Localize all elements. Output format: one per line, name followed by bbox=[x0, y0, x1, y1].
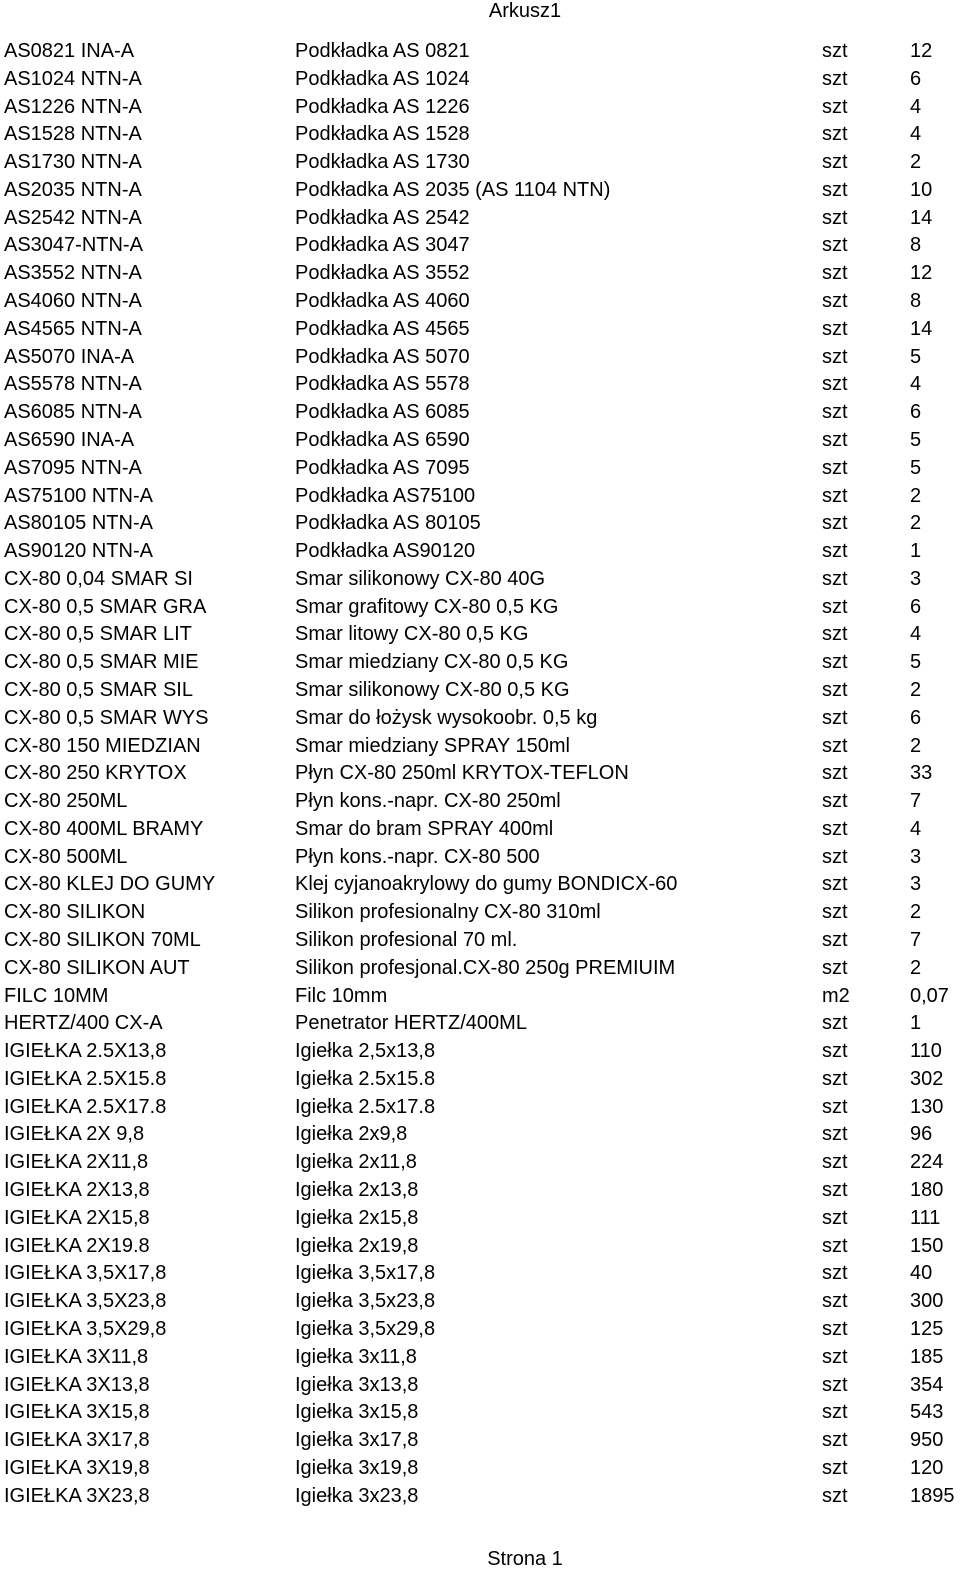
unit-cell: szt bbox=[822, 623, 848, 646]
product-code-cell: AS2035 NTN-A bbox=[4, 178, 142, 201]
sheet-title: Arkusz1 bbox=[488, 0, 562, 22]
quantity-cell: 120 bbox=[910, 1456, 944, 1479]
unit-cell: szt bbox=[822, 817, 848, 840]
product-code-cell: AS6590 INA-A bbox=[4, 428, 135, 451]
table-row bbox=[4, 344, 960, 372]
table-row bbox=[4, 871, 960, 899]
unit-cell: szt bbox=[822, 151, 848, 174]
product-code-cell: AS5070 INA-A bbox=[4, 345, 135, 368]
description-cell: Igiełka 2x15,8 bbox=[295, 1206, 419, 1229]
description-cell: Igiełka 2x9,8 bbox=[295, 1123, 408, 1146]
quantity-cell: 2 bbox=[910, 734, 922, 757]
product-code-cell: IGIEŁKA 2.5X17.8 bbox=[4, 1095, 167, 1118]
description-cell: Podkładka AS 5070 bbox=[295, 345, 470, 368]
description-cell: Igiełka 2.5x15.8 bbox=[295, 1067, 436, 1090]
product-code-cell: CX-80 250 KRYTOX bbox=[4, 762, 187, 785]
table-row bbox=[4, 705, 960, 733]
quantity-cell: 2 bbox=[910, 484, 922, 507]
unit-cell: szt bbox=[822, 373, 848, 396]
product-code-cell: CX-80 400ML BRAMY bbox=[4, 817, 204, 840]
quantity-cell: 5 bbox=[910, 428, 922, 451]
unit-cell: szt bbox=[822, 123, 848, 146]
unit-cell: szt bbox=[822, 1040, 848, 1063]
unit-cell: szt bbox=[822, 345, 848, 368]
unit-cell: szt bbox=[822, 1151, 848, 1174]
unit-cell: szt bbox=[822, 678, 848, 701]
table-row bbox=[4, 1205, 960, 1233]
unit-cell: szt bbox=[822, 1123, 848, 1146]
quantity-cell: 180 bbox=[910, 1179, 944, 1202]
product-code-cell: IGIEŁKA 3X19,8 bbox=[4, 1456, 150, 1479]
unit-cell: szt bbox=[822, 734, 848, 757]
description-cell: Podkładka AS 1024 bbox=[295, 67, 470, 90]
unit-cell: szt bbox=[822, 929, 848, 951]
product-code-cell: AS1024 NTN-A bbox=[4, 67, 142, 90]
table-row bbox=[4, 1316, 960, 1344]
quantity-cell: 0,07 bbox=[910, 984, 949, 1007]
description-cell: Podkładka AS 1226 bbox=[295, 95, 470, 118]
product-code-cell: CX-80 0,5 SMAR LIT bbox=[4, 623, 192, 646]
quantity-cell: 185 bbox=[910, 1345, 944, 1368]
unit-cell: szt bbox=[822, 67, 848, 90]
quantity-cell: 14 bbox=[910, 206, 933, 229]
quantity-cell: 543 bbox=[910, 1401, 944, 1424]
table-row bbox=[4, 1288, 960, 1316]
unit-cell: szt bbox=[822, 95, 848, 118]
table-row bbox=[4, 1260, 960, 1288]
unit-cell: szt bbox=[822, 540, 848, 563]
description-cell: Podkładka AS 6590 bbox=[295, 428, 470, 451]
quantity-cell: 2 bbox=[910, 901, 922, 924]
unit-cell: szt bbox=[822, 845, 848, 868]
quantity-cell: 300 bbox=[910, 1290, 944, 1313]
product-code-cell: AS4565 NTN-A bbox=[4, 317, 142, 340]
table-row bbox=[4, 427, 960, 455]
product-code-cell: HERTZ/400 CX-A bbox=[4, 1012, 163, 1035]
quantity-cell: 8 bbox=[910, 234, 922, 257]
quantity-cell: 2 bbox=[910, 956, 922, 979]
table-row bbox=[4, 455, 960, 483]
unit-cell: szt bbox=[822, 1429, 848, 1452]
product-code-cell: IGIEŁKA 2X19.8 bbox=[4, 1234, 150, 1257]
quantity-cell: 6 bbox=[910, 706, 922, 729]
product-code-cell: CX-80 500ML bbox=[4, 845, 128, 868]
quantity-cell: 111 bbox=[910, 1206, 941, 1229]
description-cell: Igiełka 3x15,8 bbox=[295, 1401, 419, 1424]
description-cell: Igiełka 3x11,8 bbox=[295, 1345, 417, 1368]
quantity-cell: 8 bbox=[910, 290, 922, 313]
description-cell: Igiełka 3x19,8 bbox=[295, 1456, 419, 1479]
table-row bbox=[4, 983, 960, 1011]
unit-cell: szt bbox=[822, 706, 848, 729]
product-code-cell: CX-80 KLEJ DO GUMY bbox=[4, 873, 216, 896]
product-code-cell: IGIEŁKA 3X23,8 bbox=[4, 1484, 150, 1507]
description-cell: Podkładka AS 4565 bbox=[295, 317, 470, 340]
product-code-cell: IGIEŁKA 2X15,8 bbox=[4, 1206, 150, 1229]
description-cell: Smar silikonowy CX-80 0,5 KG bbox=[295, 678, 570, 701]
unit-cell: szt bbox=[822, 567, 848, 590]
description-cell: Podkładka AS 0821 bbox=[295, 40, 470, 62]
quantity-cell: 125 bbox=[910, 1317, 944, 1340]
table-row bbox=[4, 483, 960, 511]
quantity-cell: 950 bbox=[910, 1429, 944, 1452]
table-row bbox=[4, 1038, 960, 1066]
quantity-cell: 3 bbox=[910, 873, 922, 896]
table-row bbox=[4, 1066, 960, 1094]
quantity-cell: 354 bbox=[910, 1373, 944, 1396]
quantity-cell: 5 bbox=[910, 345, 922, 368]
description-cell: Klej cyjanoakrylowy do gumy BONDICX-60 bbox=[295, 873, 678, 896]
description-cell: Podkładka AS90120 bbox=[295, 540, 476, 563]
quantity-cell: 7 bbox=[910, 790, 922, 813]
description-cell: Podkładka AS75100 bbox=[295, 484, 476, 507]
unit-cell: szt bbox=[822, 1401, 848, 1424]
table-row bbox=[4, 1010, 960, 1038]
description-cell: Igiełka 2x11,8 bbox=[295, 1151, 417, 1174]
product-code-cell: CX-80 0,5 SMAR WYS bbox=[4, 706, 209, 729]
quantity-cell: 2 bbox=[910, 678, 922, 701]
unit-cell: szt bbox=[822, 1095, 848, 1118]
product-code-cell: IGIEŁKA 2X13,8 bbox=[4, 1179, 150, 1202]
quantity-cell: 12 bbox=[910, 262, 933, 285]
unit-cell: szt bbox=[822, 651, 848, 674]
description-cell: Podkładka AS 6085 bbox=[295, 401, 470, 424]
description-cell: Smar miedziany SPRAY 150ml bbox=[295, 734, 570, 757]
table-row bbox=[4, 566, 960, 594]
description-cell: Płyn kons.-napr. CX-80 250ml bbox=[295, 790, 561, 813]
quantity-cell: 5 bbox=[910, 651, 922, 674]
description-cell: Igiełka 3,5x29,8 bbox=[295, 1317, 436, 1340]
table-row bbox=[4, 788, 960, 816]
description-cell: Filc 10mm bbox=[295, 984, 388, 1007]
table-row bbox=[4, 677, 960, 705]
table-row bbox=[4, 955, 960, 983]
unit-cell: szt bbox=[822, 1262, 848, 1285]
quantity-cell: 6 bbox=[910, 401, 922, 424]
table-row bbox=[4, 1177, 960, 1205]
quantity-cell: 224 bbox=[910, 1151, 944, 1174]
description-cell: Podkładka AS 2035 (AS 1104 NTN) bbox=[295, 178, 611, 201]
description-cell: Penetrator HERTZ/400ML bbox=[295, 1012, 527, 1035]
product-code-cell: IGIEŁKA 3,5X29,8 bbox=[4, 1317, 167, 1340]
unit-cell: szt bbox=[822, 234, 848, 257]
description-cell: Smar grafitowy CX-80 0,5 KG bbox=[295, 595, 559, 618]
quantity-cell: 2 bbox=[910, 151, 922, 174]
quantity-cell: 2 bbox=[910, 512, 922, 535]
quantity-cell: 10 bbox=[910, 178, 933, 201]
quantity-cell: 14 bbox=[910, 317, 933, 340]
product-code-cell: AS5578 NTN-A bbox=[4, 373, 142, 396]
inventory-table bbox=[4, 38, 960, 1510]
table-row bbox=[4, 1427, 960, 1455]
table-row bbox=[4, 121, 960, 149]
product-code-cell: AS75100 NTN-A bbox=[4, 484, 153, 507]
table-row bbox=[4, 38, 960, 66]
table-row bbox=[4, 205, 960, 233]
quantity-cell: 4 bbox=[910, 95, 922, 118]
product-code-cell: IGIEŁKA 3,5X23,8 bbox=[4, 1290, 167, 1313]
description-cell: Igiełka 3,5x23,8 bbox=[295, 1290, 436, 1313]
description-cell: Igiełka 3x13,8 bbox=[295, 1373, 419, 1396]
unit-cell: szt bbox=[822, 1373, 848, 1396]
description-cell: Igiełka 3x17,8 bbox=[295, 1429, 419, 1452]
unit-cell: szt bbox=[822, 762, 848, 785]
quantity-cell: 110 bbox=[910, 1040, 942, 1063]
quantity-cell: 40 bbox=[910, 1262, 933, 1285]
description-cell: Podkładka AS 80105 bbox=[295, 512, 481, 535]
table-row bbox=[4, 649, 960, 677]
product-code-cell: CX-80 SILIKON bbox=[4, 901, 146, 924]
unit-cell: szt bbox=[822, 317, 848, 340]
description-cell: Podkładka AS 5578 bbox=[295, 373, 470, 396]
quantity-cell: 5 bbox=[910, 456, 922, 479]
description-cell: Igiełka 3,5x17,8 bbox=[295, 1262, 436, 1285]
description-cell: Smar miedziany CX-80 0,5 KG bbox=[295, 651, 569, 674]
table-row bbox=[4, 149, 960, 177]
description-cell: Podkładka AS 4060 bbox=[295, 290, 470, 313]
quantity-cell: 96 bbox=[910, 1123, 933, 1146]
product-code-cell: FILC 10MM bbox=[4, 984, 109, 1007]
table-row bbox=[4, 538, 960, 566]
product-code-cell: IGIEŁKA 3X15,8 bbox=[4, 1401, 150, 1424]
table-row bbox=[4, 260, 960, 288]
description-cell: Smar do bram SPRAY 400ml bbox=[295, 817, 554, 840]
table-row bbox=[4, 733, 960, 761]
description-cell: Igiełka 2x19,8 bbox=[295, 1234, 419, 1257]
table-row bbox=[4, 288, 960, 316]
unit-cell: szt bbox=[822, 290, 848, 313]
unit-cell: szt bbox=[822, 873, 848, 896]
table-row bbox=[4, 316, 960, 344]
unit-cell: szt bbox=[822, 1012, 848, 1035]
table-row bbox=[4, 844, 960, 872]
product-code-cell: CX-80 0,5 SMAR GRA bbox=[4, 595, 207, 618]
description-cell: Podkładka AS 7095 bbox=[295, 456, 470, 479]
table-row bbox=[4, 621, 960, 649]
product-code-cell: AS1528 NTN-A bbox=[4, 123, 142, 146]
quantity-cell: 130 bbox=[910, 1095, 944, 1118]
product-code-cell: AS1226 NTN-A bbox=[4, 95, 142, 118]
description-cell: Płyn CX-80 250ml KRYTOX-TEFLON bbox=[295, 762, 629, 785]
unit-cell: szt bbox=[822, 484, 848, 507]
table-row bbox=[4, 1094, 960, 1122]
unit-cell: szt bbox=[822, 1067, 848, 1090]
product-code-cell: AS2542 NTN-A bbox=[4, 206, 142, 229]
product-code-cell: IGIEŁKA 3X13,8 bbox=[4, 1373, 150, 1396]
table-row bbox=[4, 927, 960, 955]
product-code-cell: IGIEŁKA 3X11,8 bbox=[4, 1345, 149, 1368]
table-row bbox=[4, 510, 960, 538]
unit-cell: m2 bbox=[822, 984, 850, 1007]
product-code-cell: AS6085 NTN-A bbox=[4, 401, 142, 424]
description-cell: Silikon profesional 70 ml. bbox=[295, 929, 518, 951]
table-row bbox=[4, 1455, 960, 1483]
unit-cell: szt bbox=[822, 1317, 848, 1340]
unit-cell: szt bbox=[822, 262, 848, 285]
product-code-cell: IGIEŁKA 3,5X17,8 bbox=[4, 1262, 167, 1285]
page-footer: Strona 1 bbox=[487, 1548, 563, 1570]
quantity-cell: 302 bbox=[910, 1067, 944, 1090]
product-code-cell: CX-80 0,04 SMAR SI bbox=[4, 567, 193, 590]
product-code-cell: AS7095 NTN-A bbox=[4, 456, 142, 479]
product-code-cell: CX-80 0,5 SMAR MIE bbox=[4, 651, 199, 674]
quantity-cell: 4 bbox=[910, 817, 922, 840]
description-cell: Podkładka AS 1730 bbox=[295, 151, 470, 174]
table-row bbox=[4, 399, 960, 427]
description-cell: Igiełka 2,5x13,8 bbox=[295, 1040, 436, 1063]
quantity-cell: 4 bbox=[910, 623, 922, 646]
table-row bbox=[4, 899, 960, 927]
table-row bbox=[4, 760, 960, 788]
description-cell: Igiełka 2.5x17.8 bbox=[295, 1095, 436, 1118]
table-row bbox=[4, 1483, 960, 1511]
product-code-cell: IGIEŁKA 2.5X13,8 bbox=[4, 1040, 167, 1063]
quantity-cell: 150 bbox=[910, 1234, 944, 1257]
product-code-cell: CX-80 SILIKON 70ML bbox=[4, 929, 201, 951]
table-row bbox=[4, 232, 960, 260]
quantity-cell: 1895 bbox=[910, 1484, 955, 1507]
table-row bbox=[4, 1399, 960, 1427]
description-cell: Igiełka 3x23,8 bbox=[295, 1484, 419, 1507]
quantity-cell: 3 bbox=[910, 567, 922, 590]
product-code-cell: CX-80 0,5 SMAR SIL bbox=[4, 678, 193, 701]
description-cell: Podkładka AS 2542 bbox=[295, 206, 470, 229]
description-cell: Igiełka 2x13,8 bbox=[295, 1179, 419, 1202]
table-row bbox=[4, 94, 960, 122]
unit-cell: szt bbox=[822, 206, 848, 229]
quantity-cell: 4 bbox=[910, 373, 922, 396]
unit-cell: szt bbox=[822, 40, 848, 62]
table-row bbox=[4, 177, 960, 205]
description-cell: Podkładka AS 3047 bbox=[295, 234, 470, 257]
unit-cell: szt bbox=[822, 901, 848, 924]
unit-cell: szt bbox=[822, 1456, 848, 1479]
unit-cell: szt bbox=[822, 1179, 848, 1202]
table-row bbox=[4, 1233, 960, 1261]
table-row bbox=[4, 1344, 960, 1372]
product-code-cell: AS80105 NTN-A bbox=[4, 512, 153, 535]
product-code-cell: AS90120 NTN-A bbox=[4, 540, 153, 563]
unit-cell: szt bbox=[822, 790, 848, 813]
unit-cell: szt bbox=[822, 1345, 848, 1368]
table-row bbox=[4, 1372, 960, 1400]
description-cell: Smar litowy CX-80 0,5 KG bbox=[295, 623, 529, 646]
quantity-cell: 4 bbox=[910, 123, 922, 146]
unit-cell: szt bbox=[822, 512, 848, 535]
table-row bbox=[4, 371, 960, 399]
table-row bbox=[4, 1121, 960, 1149]
quantity-cell: 1 bbox=[910, 540, 922, 563]
table-row bbox=[4, 816, 960, 844]
product-code-cell: IGIEŁKA 2.5X15.8 bbox=[4, 1067, 167, 1090]
product-code-cell: CX-80 150 MIEDZIAN bbox=[4, 734, 201, 757]
product-code-cell: CX-80 250ML bbox=[4, 790, 128, 813]
quantity-cell: 6 bbox=[910, 595, 922, 618]
unit-cell: szt bbox=[822, 1206, 848, 1229]
description-cell: Silikon profesionalny CX-80 310ml bbox=[295, 901, 601, 924]
product-code-cell: AS4060 NTN-A bbox=[4, 290, 142, 313]
description-cell: Smar do łożysk wysokoobr. 0,5 kg bbox=[295, 706, 598, 729]
product-code-cell: IGIEŁKA 3X17,8 bbox=[4, 1429, 150, 1452]
quantity-cell: 33 bbox=[910, 762, 933, 785]
product-code-cell: AS3552 NTN-A bbox=[4, 262, 142, 285]
quantity-cell: 7 bbox=[910, 929, 922, 951]
table-row bbox=[4, 1149, 960, 1177]
description-cell: Podkładka AS 1528 bbox=[295, 123, 470, 146]
unit-cell: szt bbox=[822, 401, 848, 424]
description-cell: Podkładka AS 3552 bbox=[295, 262, 470, 285]
product-code-cell: AS3047-NTN-A bbox=[4, 234, 143, 257]
product-code-cell: AS1730 NTN-A bbox=[4, 151, 142, 174]
unit-cell: szt bbox=[822, 178, 848, 201]
unit-cell: szt bbox=[822, 595, 848, 618]
unit-cell: szt bbox=[822, 1234, 848, 1257]
quantity-cell: 3 bbox=[910, 845, 922, 868]
unit-cell: szt bbox=[822, 428, 848, 451]
description-cell: Smar silikonowy CX-80 40G bbox=[295, 567, 546, 590]
quantity-cell: 6 bbox=[910, 67, 922, 90]
table-row bbox=[4, 594, 960, 622]
product-code-cell: CX-80 SILIKON AUT bbox=[4, 956, 190, 979]
description-cell: Silikon profesjonal.CX-80 250g PREMIUIM bbox=[295, 956, 676, 979]
quantity-cell: 1 bbox=[910, 1012, 922, 1035]
table-row bbox=[4, 66, 960, 94]
product-code-cell: IGIEŁKA 2X11,8 bbox=[4, 1151, 149, 1174]
product-code-cell: IGIEŁKA 2X 9,8 bbox=[4, 1123, 145, 1146]
inventory-table-body bbox=[4, 38, 960, 1510]
unit-cell: szt bbox=[822, 456, 848, 479]
quantity-cell: 12 bbox=[910, 40, 933, 62]
unit-cell: szt bbox=[822, 1484, 848, 1507]
product-code-cell: AS0821 INA-A bbox=[4, 40, 135, 62]
unit-cell: szt bbox=[822, 1290, 848, 1313]
unit-cell: szt bbox=[822, 956, 848, 979]
description-cell: Płyn kons.-napr. CX-80 500 bbox=[295, 845, 540, 868]
